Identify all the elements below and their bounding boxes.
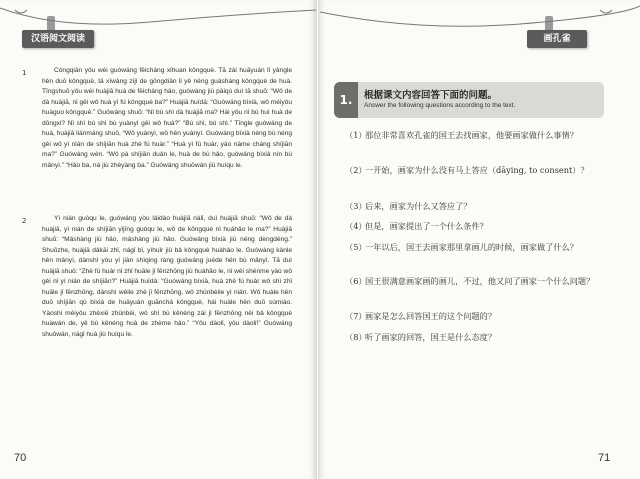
question-number: （7） [345,311,367,321]
left-page [0,0,317,479]
question-number: （2） [345,165,367,175]
question-number: （5） [345,242,367,252]
task-title-cn: 根据课文内容回答下面的问题。 [364,90,498,101]
question-text: 听了画家的回答，国王是什么态度？ [365,332,497,342]
page-number-right: 71 [598,452,611,464]
question-3 [345,199,605,214]
page-number-left: 70 [14,452,27,464]
question-number: （8） [345,332,367,342]
question-number: （6） [345,276,367,286]
question-6 [345,274,605,289]
left-header-tag: 汉语阅文阅读 [22,30,94,48]
question-text: 那位非常喜欢孔雀的国王去找画家，他要画家做什么事情？ [365,130,578,140]
paragraph-number: 2 [22,217,27,225]
question-text: 但是，画家提出了一个什么条件？ [365,221,488,231]
question-number: （1） [345,130,367,140]
paragraph-2: Yì nián guòqu le, guówáng yòu láidào huàjiā nàlǐ, duì huàjiā shuō: “Wǒ de dà huàjiā, yì nián de shíjiān yǐjīng guòqu le, wǒ de kǒngquè nǐ huàhǎo le ma?” Huàjiā shuō: “Mǎshàng jiù hǎo, mǎshàng jiù hǎo. Guówáng bìxià jiù néng dèngdèng.” Shuōzhe, huàjiā dǎkāi zhǐ, nágǐ bǐ, yìhuǐr jiù bǎ kǒngquè huàhǎo le. Guówáng kànle hěn mǎnyì, dànshì yòu yí jiàn shìqing ràng guówáng juéde hěn bù mǎnyì. Tā duì huàjiā shuō: “Zhè fú huàr nǐ zhǐ huāle jǐ fēnzhōng jiù huàhǎo le, nǐ wèi shénme yào wǒ gěi nǐ yì nián de shíjiān?” Huàjiā huídá: “Guówáng bìxià, huà zhè fú huàr wǒ shì zhǐ huāle jǐ fēnzhōng, dànshì wèile zhè jǐ fēnzhōng, wǒ zhǔnbèile yì nián. Wǒ huàle hěn duō shíjiān qù bìxià de huāyuán guānchá kǒngquè, hái huàle hěn duō sùmiáo. Yàoshi méiyǒu zhèxiē zhǔnbèi, wǒ shì bù kěnéng zài jǐ fēnzhōng nèi bǎ kǒngquè huàwán de, yě bù kěnéng huà de zhème hǎo.” “Yǒu dàolǐ, yǒu dàolǐ!” Guówáng shuōwán, nágǐ huà jiù huíqu le. [42,215,292,339]
right-header-tag: 画孔雀 [527,30,587,48]
question-text: 一开始，画家为什么没有马上答应（dāying, to consent）？ [365,165,589,175]
question-7 [345,309,605,324]
paragraph-number: 1 [22,69,27,77]
question-text: 后来，画家为什么又答应了？ [365,201,472,211]
question-number: （3） [345,201,367,211]
question-8 [345,330,605,345]
task-header [334,82,604,118]
task-title-en: Answer the following questions according to the text. [364,102,516,109]
question-2 [345,163,605,178]
question-text: 一年以后，国王去画家那里拿画儿的时候，画家做了什么？ [365,242,578,252]
task-number: 1. [334,82,358,118]
question-text: 画家是怎么回答国王的这个问题的？ [365,311,497,321]
paragraph-1: Cóngqián yǒu wèi guówáng fēicháng xǐhuan kǒngquè. Tā zài huāyuán lǐ yǎngle hěn duō kǒngquè, tā xīwàng zìjǐ de gōngdiàn lǐ yě néng guàshàng kǒngquè de huà. Tīngshuō yǒu wèi huàjiā huà de fēicháng hǎo, guówáng jiù pàiqù duì tā shuō: “Wǒ de dà huàjiā, nǐ gěi wǒ huà yì fú kǒngquè ba?” Huàjiā huídá: “Guówáng bìxià, wǒ méiyǒu huàguo kǒngquè.” Guówáng shuō: “Nǐ bù shì dà huàjiā ma? Hái yǒu nǐ bú huì huà de dōngxi? Nǐ shì bú shì bù yuànyì gěi wǒ huà?” “Bù shì, bú shì.” Tīngle guówáng de huà, huàjiā liánmáng shuō, “Wǒ yuànyì, wǒ hěn yuànyì. Guówáng bìxià néng bù néng gěi wǒ yì nián de shíjiān huà zhè fú huàr.” “Huà yì fú huàr, yào nàme cháng shíjiān ma?” Guówáng wèn. “Wǒ pà shíjiān duǎn le, huà de bù hǎo, guówáng bìxià nín bù mǎnyì.” “Hǎo ba, nà jiù zhèyàng ba.” Guówáng shuōwán jiù huíqu le. [42,67,292,169]
question-number: （4） [345,221,367,231]
question-text: 国王很满意画家画的画儿，不过，他又问了画家一个什么问题？ [365,276,595,286]
question-1 [345,128,605,143]
question-4 [345,219,605,234]
question-5 [345,240,605,255]
